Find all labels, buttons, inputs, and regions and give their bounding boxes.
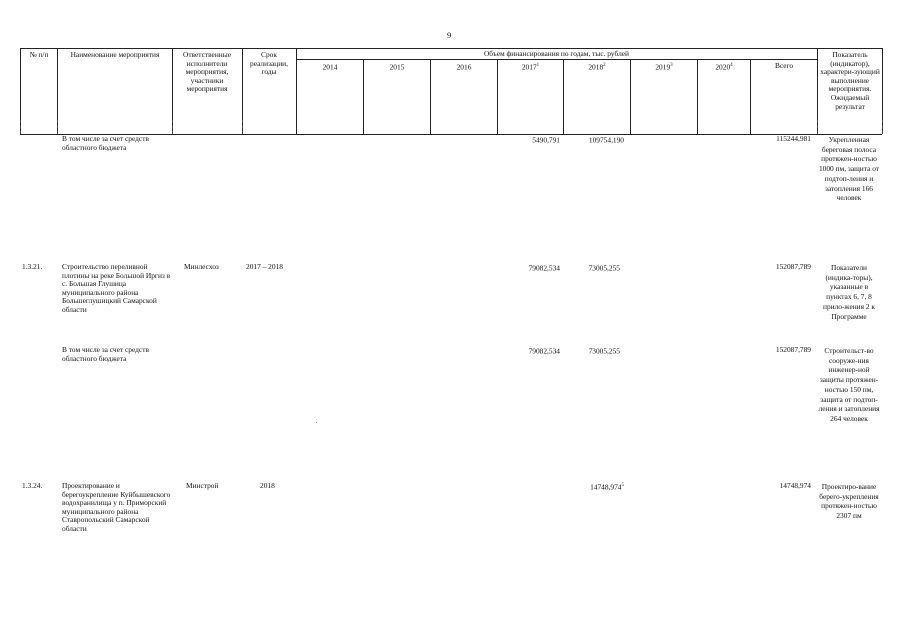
value-2018: 109754,190 (588, 135, 624, 145)
header-year: 2019$^3$ (655, 62, 673, 72)
header-year: 2015 (389, 62, 405, 72)
value-2018: 14748,974$^5$ (590, 482, 624, 492)
row-executor: Минлесхоз (184, 262, 219, 271)
header-no: № п/п (29, 50, 49, 59)
header-year: 2016 (456, 62, 472, 72)
value-total: 152087,789 (775, 345, 811, 354)
row-name: Проектирование и берегоукрепление Куйбышевского водохранилища у п. Приморский муниципального района Ставропольский Самарской области (62, 481, 171, 533)
continuation-dash (20, 120, 21, 134)
row-term: 2018 (260, 481, 275, 490)
row-term: 2017 – 2018 (246, 262, 283, 271)
header-total: Всего (774, 61, 794, 70)
continuation-dash (817, 120, 818, 134)
row-number: 1.3.21. (22, 262, 43, 271)
continuation-dash (57, 120, 58, 134)
page-number: 9 (447, 30, 452, 40)
value-total: 115244,981 (776, 134, 811, 143)
scan-speck (316, 422, 317, 423)
value-2017: 79082,534 (528, 346, 560, 356)
row-indicator: Проектиро-вание берего-укрепления протяжен-ностью 2307 пм (819, 482, 879, 521)
header-finance: Объем финансирования по годам, тыс. рублей (483, 49, 630, 58)
header-term: Срок реализации, годы (250, 50, 288, 77)
row-name: Строительство переливной плотины на реке Большой Иргиз в с. Большая Глушица муниципального района Большеглушицкий Самарской области (62, 262, 171, 314)
value-2018: 73005,255 (588, 263, 620, 273)
row-executor: Минстрой (186, 481, 219, 490)
value-2017: 5490,791 (532, 135, 560, 145)
header-sub-line (296, 59, 817, 60)
value-2018: 73005,255 (588, 346, 620, 356)
continuation-dash (882, 120, 883, 134)
header-year: 2017$^1$ (521, 62, 540, 72)
grid-line (296, 48, 297, 134)
row-indicator: Укрепленная береговая полоса протяжен-ностью 1000 пм, защита от подтоп-ления и затопления 166 человек (818, 135, 880, 203)
header-name: Наименование мероприятия (70, 50, 160, 59)
row-name: В том числе за счет средств областного бюджета (62, 134, 149, 152)
header-executor: Ответственные исполнители мероприятия, участники мероприятия (182, 50, 231, 94)
header-year: 2018$^2$ (588, 62, 606, 72)
value-total: 152087,789 (775, 262, 811, 271)
header-indicator: Показатель (индикатор), характери-зующий выполнение мероприятия. Ожидаемый результат (820, 50, 880, 111)
header-top-line (20, 48, 882, 49)
row-number: 1.3.24. (22, 481, 43, 490)
row-indicator: Показатели (индика-торы), указанные в пунктах 6, 7, 8 прило-жения 2 к Программе (822, 263, 876, 321)
value-total: 14748,974 (779, 481, 811, 490)
row-indicator: Строительст-во сооруже-ния инженер-ной защиты протяжен-ностью 150 пм, защита от подтоп-ления и затопления 264 человек (818, 346, 880, 423)
value-2017: 79082,534 (528, 263, 560, 273)
table-header (0, 0, 905, 140)
continuation-dash (242, 120, 243, 134)
header-year: 2020$^4$ (715, 62, 733, 72)
continuation-dash (172, 120, 173, 134)
row-name: В том числе за счет средств областного бюджета (62, 345, 149, 363)
header-year: 2014 (322, 62, 338, 72)
